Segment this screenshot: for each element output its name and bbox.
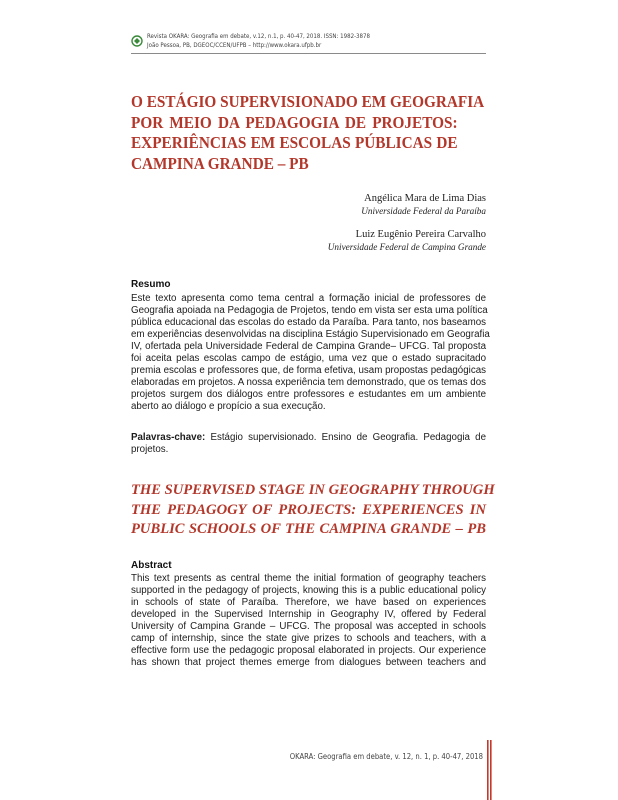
article-title-pt: [131, 92, 485, 174]
journal-logo-icon: [131, 35, 143, 47]
abstract-line: camp of internship, since the state give prizes to schools and teachers, with a: [131, 633, 486, 645]
abstract-line: supported in the pedagogy of projects, knowing this is a public educational policy: [131, 585, 486, 597]
footer-decoration: [487, 740, 493, 800]
abstract-heading: Abstract: [131, 560, 172, 571]
resumo-line: aberto ao diálogo e propício a sua execução.: [131, 401, 326, 413]
author-affiliation: Universidade Federal da Paraíba: [361, 206, 486, 216]
title-pt-line: EXPERIÊNCIAS EM ESCOLAS PÚBLICAS DE: [131, 133, 458, 152]
resumo-line: projetos surgem dos diálogos entre professores e estudantes em um ambiente: [131, 389, 486, 401]
title-pt-line: POR MEIO DA PEDAGOGIA DE PROJETOS:: [131, 112, 458, 132]
abstract-line: in schools of state of Paraíba. Therefore, we have based on experiences: [131, 597, 486, 609]
resumo-line: em experiências desenvolvidas na disciplina Estágio Supervisionado em Geografia: [131, 329, 490, 341]
abstract-line: University of Campina Grande – UFCG. The proposal was accepted in schools: [131, 621, 486, 633]
title-en-line: THE PEDAGOGY OF PROJECTS: EXPERIENCES IN: [131, 501, 486, 518]
abstract-line: This text presents as central theme the initial formation of geography teachers: [131, 573, 486, 584]
page-footer: OKARA: Geografia em debate, v. 12, n. 1, p. 40-47, 2018: [289, 752, 483, 761]
keywords-values: Estágio supervisionado. Ensino de Geografia. Pedagogia de: [210, 432, 486, 443]
resumo-line: pública educacional das escolas do estado da Paraíba. Para tanto, nos baseamos: [131, 317, 487, 329]
keywords-label: Palavras-chave:: [131, 432, 206, 443]
keywords: [131, 432, 486, 456]
title-en-line: THE SUPERVISED STAGE IN GEOGRAPHY THROUGH: [131, 482, 495, 498]
resumo-heading: Resumo: [131, 279, 171, 290]
title-pt-line: CAMPINA GRANDE – PB: [131, 153, 309, 173]
author-name: Luiz Eugênio Pereira Carvalho: [355, 229, 486, 240]
title-pt-line: O ESTÁGIO SUPERVISIONADO EM GEOGRAFIA: [131, 92, 485, 111]
resumo-line: elaboradas em projetos. A nossa experiência tem demonstrado, que os temas dos: [131, 377, 486, 389]
keywords-line: [131, 432, 486, 444]
resumo-line: IV, ofertada pela Universidade Federal de Campina Grande– UFCG. Tal proposta: [131, 341, 486, 353]
author-block: [328, 193, 486, 253]
abstract-line: developed in the Supervised Internship in Geography IV, offered by Federal: [131, 609, 486, 621]
abstract-line: has shown that project themes emerge from dialogues between teachers and: [131, 657, 486, 669]
resumo-line: foi aceita pelas escolas campo de estágio, uma vez que o estado supracitado: [131, 353, 486, 365]
journal-citation: Revista OKARA: Geografia em debate, v.12, n.1, p. 40-47, 2018. ISSN: 1982-3878: [147, 33, 370, 40]
journal-address: João Pessoa, PB, DGEOC/CCEN/UFPB – http://www.okara.ufpb.br: [147, 41, 322, 49]
title-en-line: PUBLIC SCHOOLS OF THE CAMPINA GRANDE – PB: [131, 521, 486, 538]
resumo-line: premia escolas e professores que, de forma efetiva, usam propostas pedagógicas: [131, 365, 486, 377]
abstract-body: [131, 573, 486, 669]
header-rule: [131, 53, 486, 54]
resumo-line: Geografia apoiada na Pedagogia de Projetos, tendo em vista ser esta uma política: [131, 305, 488, 317]
keywords-line-2: projetos.: [131, 444, 169, 456]
resumo-body: [131, 293, 490, 413]
author-name: Angélica Mara de Lima Dias: [364, 193, 486, 204]
header-text: [147, 33, 547, 50]
article-title-en: [131, 481, 495, 540]
author-affiliation: Universidade Federal de Campina Grande: [327, 242, 486, 252]
resumo-line: Este texto apresenta como tema central a formação inicial de professores de: [131, 293, 486, 304]
abstract-line: effective form use the pedagogic proposal elaborated in projects. Our experience: [131, 645, 486, 657]
